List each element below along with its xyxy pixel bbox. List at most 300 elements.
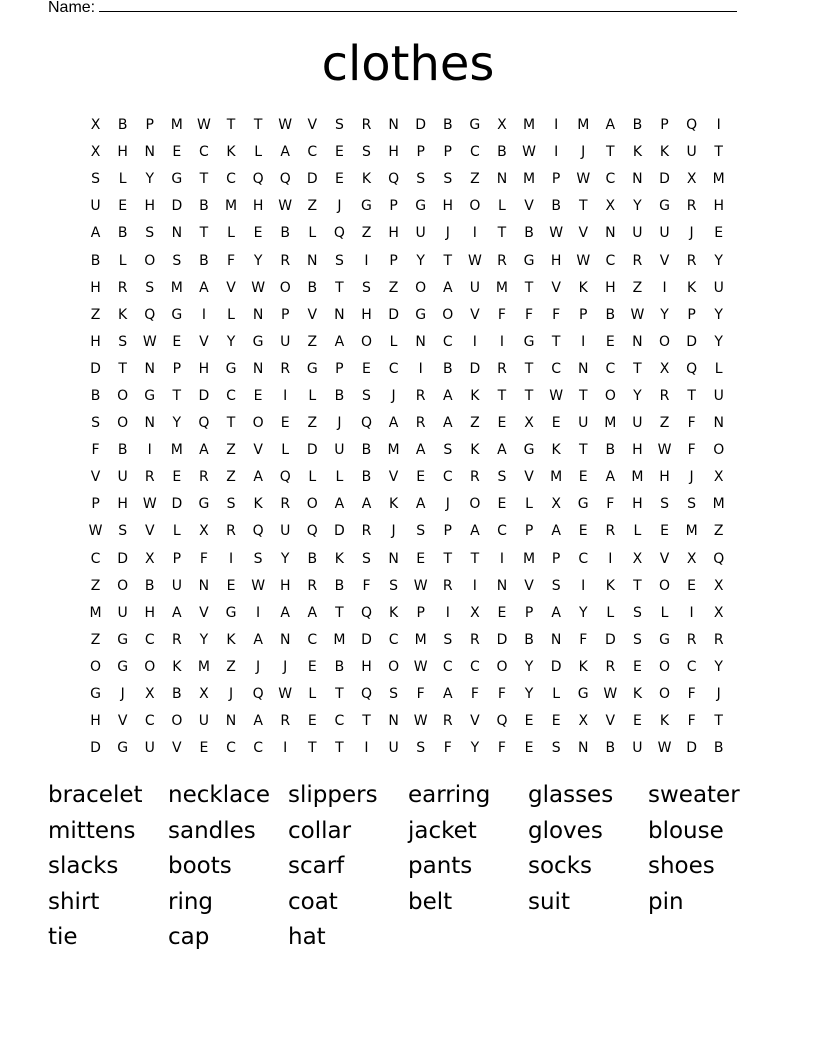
grid-letter: N [550, 631, 562, 648]
grid-letter: B [307, 279, 318, 296]
grid-letter: A [497, 442, 507, 459]
grid-letter: A [253, 469, 263, 486]
grid-letter: D [604, 631, 616, 648]
grid-letter: N [334, 306, 345, 323]
grid-letter: N [171, 225, 183, 242]
grid-letter: R [415, 387, 426, 404]
grid-letter: D [686, 740, 697, 757]
grid-letter: L [552, 686, 561, 703]
grid-letter: K [226, 144, 236, 161]
grid-letter: D [415, 117, 427, 134]
grid-letter: E [578, 523, 588, 540]
grid-letter: Q [252, 171, 264, 188]
grid-letter: A [307, 604, 318, 621]
grid-letter: C [307, 631, 318, 648]
grid-letter: D [117, 550, 129, 567]
grid-letter: Q [360, 686, 372, 703]
grid-letter: W [278, 117, 293, 134]
grid-letter: C [686, 658, 697, 675]
grid-letter: W [630, 306, 645, 323]
grid-row [82, 546, 734, 573]
grid-letter: F [687, 415, 696, 432]
grid-letter: N [144, 360, 155, 377]
grid-letter: U [632, 740, 643, 757]
word-bank-item: mittens [48, 817, 136, 844]
grid-letter: C [578, 550, 589, 567]
grid-letter: O [279, 279, 291, 296]
grid-letter: B [361, 469, 372, 486]
word-bank-item: earring [408, 782, 491, 808]
grid-letter: E [524, 713, 534, 730]
grid-letter: V [524, 469, 534, 486]
grid-letter: L [308, 387, 317, 404]
grid-letter: M [197, 658, 210, 675]
word-bank-item: slippers [288, 782, 378, 808]
grid-letter: B [605, 740, 616, 757]
grid-letter: A [280, 604, 290, 621]
word-bank-item: jacket [408, 817, 477, 844]
grid-letter: C [469, 658, 480, 675]
grid-letter: N [279, 631, 291, 648]
grid-letter: V [659, 550, 670, 567]
grid-letter: A [280, 144, 290, 161]
grid-letter: I [716, 117, 721, 134]
grid-letter: K [172, 658, 182, 675]
grid-letter: J [391, 387, 396, 404]
grid-letter: O [144, 252, 156, 269]
grid-letter: M [523, 117, 536, 134]
grid-letter: I [201, 306, 206, 323]
grid-letter: P [280, 306, 290, 323]
grid-letter: V [253, 442, 263, 459]
grid-letter: W [278, 198, 293, 215]
grid-letter: B [199, 198, 209, 215]
grid-letter: V [659, 252, 670, 269]
grid-letter: N [632, 333, 643, 350]
grid-letter: S [389, 577, 399, 594]
grid-letter: L [714, 360, 723, 377]
grid-letter: S [416, 523, 426, 540]
grid-letter: H [144, 198, 155, 215]
grid-letter: F [497, 740, 506, 757]
grid-letter: F [497, 686, 506, 703]
grid-letter: M [577, 117, 590, 134]
grid-letter: G [469, 117, 481, 134]
grid-letter: E [632, 713, 642, 730]
grid-letter: U [415, 225, 426, 242]
grid-letter: D [171, 198, 183, 215]
grid-letter: V [307, 117, 318, 134]
grid-letter: T [335, 604, 344, 621]
grid-letter: S [172, 252, 182, 269]
grid-letter: I [499, 550, 505, 567]
grid-letter: U [117, 604, 128, 621]
grid-letter: A [605, 469, 616, 486]
grid-letter: R [713, 631, 724, 648]
grid-letter: K [632, 144, 643, 161]
grid-letter: Y [253, 252, 263, 269]
grid-letter: T [253, 117, 263, 134]
grid-letter: A [442, 686, 453, 703]
grid-letter: K [578, 279, 588, 296]
grid-letter: R [497, 360, 507, 377]
grid-letter: T [335, 279, 344, 296]
grid-letter: C [605, 360, 616, 377]
grid-letter: X [632, 550, 643, 567]
grid-letter: S [91, 171, 100, 188]
grid-letter: U [686, 144, 697, 161]
grid-letter: P [145, 117, 154, 134]
grid-letter: S [497, 469, 507, 486]
grid-row [82, 383, 734, 410]
grid-letter: I [472, 225, 477, 242]
word-bank-item: socks [528, 853, 593, 879]
grid-letter: K [551, 442, 561, 459]
grid-letter: Z [632, 279, 643, 296]
grid-letter: N [144, 415, 155, 432]
grid-letter: R [659, 387, 670, 404]
grid-letter: C [442, 658, 453, 675]
grid-letter: L [633, 523, 642, 540]
grid-letter: M [523, 171, 536, 188]
grid-letter: J [283, 658, 288, 675]
grid-letter: L [308, 225, 317, 242]
name-field [48, 0, 737, 18]
grid-letter: C [199, 144, 209, 161]
grid-letter: S [443, 171, 453, 188]
grid-letter: T [118, 360, 127, 377]
grid-letter: S [334, 117, 344, 134]
grid-letter: I [608, 550, 613, 567]
grid-letter: U [632, 415, 643, 432]
grid-letter: R [280, 252, 291, 269]
grid-letter: R [280, 360, 291, 377]
grid-row [82, 356, 734, 383]
grid-letter: V [551, 279, 561, 296]
grid-letter: B [442, 117, 453, 134]
grid-letter: P [172, 360, 182, 377]
word-bank-item: gloves [528, 817, 603, 844]
grid-letter: F [606, 496, 615, 513]
grid-letter: D [686, 333, 697, 350]
grid-letter: T [199, 171, 209, 188]
grid-letter: T [633, 577, 642, 594]
grid-letter: T [524, 360, 534, 377]
grid-letter: Q [198, 415, 210, 432]
grid-letter: L [254, 144, 263, 161]
grid-letter: O [306, 496, 318, 513]
grid-row [82, 654, 734, 681]
grid-letter: U [144, 740, 155, 757]
grid-row [82, 410, 734, 437]
grid-letter: F [687, 713, 696, 730]
grid-letter: Z [470, 415, 480, 432]
grid-letter: I [283, 740, 288, 757]
grid-letter: V [172, 740, 182, 757]
grid-letter: D [334, 523, 345, 540]
grid-letter: S [416, 171, 426, 188]
grid-letter: O [496, 658, 508, 675]
grid-letter: V [578, 225, 589, 242]
grid-letter: E [578, 469, 588, 486]
grid-letter: O [659, 658, 671, 675]
grid-letter: X [605, 198, 616, 215]
grid-letter: P [687, 306, 696, 323]
grid-letter: Q [360, 604, 372, 621]
grid-letter: B [605, 442, 616, 459]
grid-letter: Z [307, 333, 318, 350]
grid-letter: T [443, 252, 453, 269]
grid-letter: D [469, 360, 481, 377]
word-bank-item: cap [168, 924, 210, 950]
grid-letter: E [660, 523, 669, 540]
grid-letter: O [117, 577, 129, 594]
grid-letter: S [362, 279, 371, 296]
grid-letter: G [523, 442, 535, 459]
grid-letter: Y [416, 252, 425, 269]
grid-letter: L [525, 496, 533, 513]
grid-letter: S [145, 279, 155, 296]
grid-letter: D [306, 442, 318, 459]
grid-letter: G [171, 171, 183, 188]
grid-letter: D [361, 631, 372, 648]
word-bank [48, 778, 768, 956]
grid-letter: H [117, 144, 128, 161]
grid-letter: K [388, 604, 399, 621]
grid-letter: U [280, 523, 291, 540]
grid-letter: R [605, 523, 616, 540]
grid-letter: D [306, 171, 318, 188]
grid-letter: M [550, 469, 563, 486]
word-bank-item: tie [48, 924, 78, 950]
grid-letter: Z [470, 171, 480, 188]
grid-letter: W [657, 740, 672, 757]
grid-letter: I [581, 333, 586, 350]
grid-letter: J [228, 686, 234, 703]
grid-letter: A [442, 415, 453, 432]
grid-letter: G [577, 686, 589, 703]
grid-letter: M [170, 279, 183, 296]
grid-letter: B [632, 117, 643, 134]
grid-row [82, 708, 734, 735]
word-bank-item: coat [288, 888, 338, 915]
grid-letter: F [687, 686, 696, 703]
grid-letter: I [418, 360, 423, 377]
grid-letter: C [226, 171, 236, 188]
grid-letter: R [361, 117, 372, 134]
grid-letter: D [550, 658, 562, 675]
grid-letter: A [90, 225, 101, 242]
grid-letter: P [443, 144, 452, 161]
page-title: clothes [321, 36, 495, 92]
grid-letter: E [307, 713, 317, 730]
grid-row [82, 600, 734, 627]
name-underline[interactable] [99, 0, 737, 12]
grid-letter: O [90, 658, 102, 675]
grid-letter: I [662, 279, 667, 296]
grid-letter: E [199, 740, 209, 757]
grid-letter: R [605, 658, 616, 675]
grid-letter: B [90, 387, 101, 404]
grid-letter: N [307, 252, 318, 269]
grid-letter: B [90, 252, 101, 269]
grid-row [82, 220, 734, 247]
grid-letter: I [689, 604, 694, 621]
grid-letter: W [413, 713, 428, 730]
grid-letter: V [470, 306, 480, 323]
grid-letter: A [334, 333, 345, 350]
grid-letter: C [226, 387, 236, 404]
grid-letter: I [445, 604, 450, 621]
grid-letter: Z [659, 415, 670, 432]
grid-letter: Y [633, 198, 642, 215]
word-bank-item: hat [288, 924, 326, 950]
grid-letter: O [388, 658, 400, 675]
grid-letter: T [497, 225, 507, 242]
grid-letter: O [171, 713, 183, 730]
grid-letter: E [172, 469, 182, 486]
grid-letter: H [90, 333, 101, 350]
grid-letter: V [117, 713, 128, 730]
grid-letter: F [687, 442, 696, 459]
grid-letter: S [334, 252, 344, 269]
grid-letter: P [335, 360, 344, 377]
grid-letter: G [144, 387, 156, 404]
grid-letter: U [280, 333, 291, 350]
grid-row [82, 302, 734, 329]
grid-letter: W [549, 225, 564, 242]
grid-row [82, 193, 734, 220]
grid-letter: L [606, 604, 615, 621]
grid-letter: G [117, 740, 129, 757]
grid-letter: A [605, 117, 616, 134]
grid-letter: W [142, 496, 157, 513]
grid-letter: N [388, 713, 399, 730]
grid-letter: S [362, 387, 371, 404]
grid-letter: N [144, 144, 155, 161]
grid-letter: V [307, 306, 318, 323]
grid-letter: H [279, 577, 291, 594]
grid-letter: I [472, 577, 477, 594]
grid-row [82, 166, 734, 193]
grid-letter: R [497, 252, 507, 269]
grid-letter: X [144, 686, 155, 703]
grid-letter: T [226, 117, 236, 134]
grid-letter: B [172, 686, 182, 703]
grid-letter: B [334, 658, 345, 675]
grid-letter: M [170, 442, 183, 459]
grid-letter: E [632, 658, 642, 675]
grid-letter: T [497, 387, 507, 404]
grid-letter: X [686, 171, 697, 188]
grid-letter: U [388, 740, 399, 757]
grid-letter: L [498, 198, 506, 215]
grid-letter: W [549, 387, 564, 404]
grid-letter: O [144, 658, 156, 675]
grid-letter: G [90, 686, 101, 703]
grid-letter: T [335, 686, 344, 703]
grid-letter: N [198, 577, 210, 594]
grid-letter: L [308, 686, 317, 703]
grid-letter: E [497, 415, 507, 432]
grid-letter: I [147, 442, 152, 459]
grid-letter: E [253, 387, 263, 404]
grid-letter: E [334, 171, 344, 188]
grid-letter: G [415, 306, 427, 323]
grid-letter: F [416, 686, 425, 703]
grid-letter: Y [280, 550, 290, 567]
grid-letter: U [334, 442, 345, 459]
grid-letter: W [657, 442, 672, 459]
grid-letter: Q [144, 306, 156, 323]
grid-letter: S [389, 686, 399, 703]
grid-letter: O [659, 333, 671, 350]
grid-letter: S [551, 740, 561, 757]
grid-letter: F [199, 550, 208, 567]
grid-letter: T [199, 225, 209, 242]
grid-letter: C [388, 360, 399, 377]
grid-letter: O [117, 415, 129, 432]
grid-letter: U [632, 225, 643, 242]
grid-letter: Z [90, 306, 101, 323]
grid-letter: O [469, 496, 481, 513]
grid-letter: U [198, 713, 210, 730]
grid-letter: Y [199, 631, 209, 648]
grid-letter: I [364, 252, 369, 269]
grid-letter: V [199, 604, 209, 621]
grid-letter: Q [388, 171, 400, 188]
grid-letter: V [90, 469, 101, 486]
grid-letter: X [713, 577, 724, 594]
grid-letter: G [415, 198, 427, 215]
grid-letter: R [226, 523, 236, 540]
grid-letter: O [469, 198, 481, 215]
grid-letter: M [523, 550, 536, 567]
grid-letter: X [90, 117, 101, 134]
grid-letter: U [713, 279, 724, 296]
grid-letter: Z [713, 523, 724, 540]
grid-letter: Q [686, 360, 698, 377]
grid-letter: K [659, 713, 670, 730]
grid-letter: B [307, 550, 318, 567]
grid-letter: T [226, 415, 236, 432]
grid-letter: G [252, 333, 264, 350]
grid-letter: L [281, 442, 290, 459]
grid-letter: A [253, 631, 263, 648]
grid-letter: J [445, 225, 450, 242]
grid-letter: E [253, 225, 263, 242]
grid-letter: H [252, 198, 264, 215]
grid-letter: N [225, 713, 237, 730]
grid-letter: N [713, 415, 724, 432]
letter-grid [82, 112, 734, 762]
grid-letter: E [118, 198, 128, 215]
grid-letter: W [603, 686, 618, 703]
grid-letter: A [361, 496, 372, 513]
grid-letter: I [554, 144, 559, 161]
grid-letter: S [226, 496, 236, 513]
grid-letter: K [334, 550, 344, 567]
grid-letter: S [118, 333, 128, 350]
grid-letter: W [88, 523, 103, 540]
grid-letter: E [172, 333, 182, 350]
grid-letter: Z [226, 469, 236, 486]
grid-letter: T [443, 550, 453, 567]
grid-letter: E [172, 144, 182, 161]
grid-letter: H [713, 198, 724, 215]
grid-letter: P [416, 604, 425, 621]
grid-letter: L [118, 171, 127, 188]
